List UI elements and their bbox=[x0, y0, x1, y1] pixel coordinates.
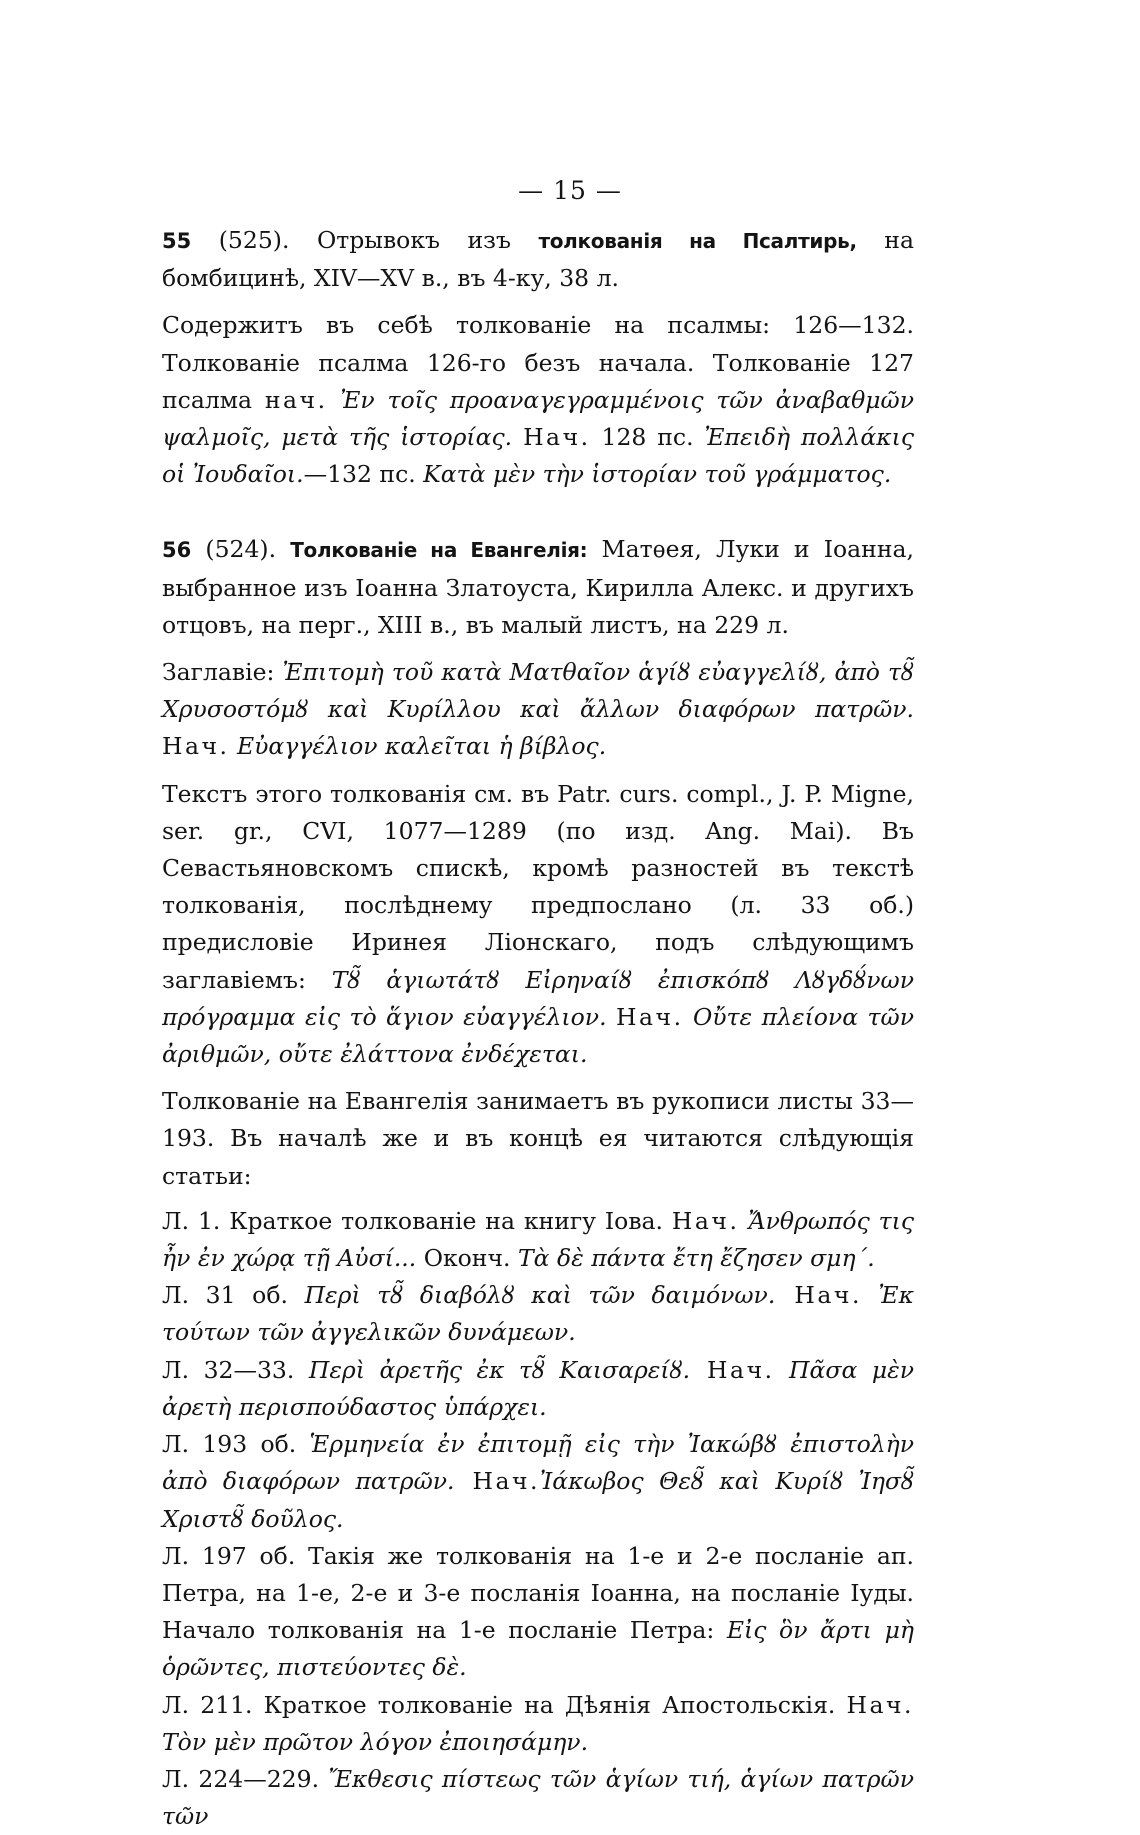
entry-56-title bbox=[162, 654, 914, 766]
greek-text: Περὶ τȣ̃ διαβόλȣ καὶ τῶν δαιμόνων. bbox=[304, 1281, 776, 1310]
greek-text: Τὰ δὲ πάντα ἔτη ἔζησεν σμη΄. bbox=[517, 1244, 875, 1273]
article-item bbox=[162, 1426, 914, 1538]
greek-text: Ἐν τοῖς προαναγεγραμμένοις τῶν ἀναβαθμῶν ψαλμοῖς, μετὰ τῆς ἱστορίας. bbox=[162, 385, 914, 452]
contents-text: 128 пс. bbox=[590, 423, 705, 452]
entry-text: (525). Отрывокъ изъ bbox=[191, 226, 539, 254]
greek-text: Εἰς ὃν ἄρτι μὴ ὁρῶντες, πιστεύοντες δὲ. bbox=[162, 1616, 914, 1682]
article-lead: Л. 193 об. bbox=[162, 1430, 310, 1459]
greek-text: Τȣ̃ ἁγιωτάτȣ Εἰρηναίȣ ἐπισκόπȣ Λȣγδȣ́νων πρόγραμμα εἰς τὸ ἅγιον εὐαγγέλιον. bbox=[162, 965, 914, 1031]
entry-55-contents bbox=[162, 307, 914, 493]
text-column bbox=[162, 222, 914, 1835]
entry-number: 55 bbox=[162, 229, 192, 253]
explicit-label: Оконч. bbox=[416, 1244, 518, 1273]
contents-text: Содержитъ въ себѣ толкованіе на псалмы: 126—132. Толкованіе псалма 126-го безъ начала. Толкованіе 127 псалма bbox=[162, 311, 914, 414]
greek-text: Ἐπειδὴ πολλάκις οἱ Ἰουδαῖοι. bbox=[162, 423, 914, 489]
entry-56-leaves-note: Толкованіе на Евангелія занимаетъ въ рукописи листы 33—193. Въ началѣ же и въ концѣ ея читаются слѣдующія статьи: bbox=[162, 1087, 914, 1190]
greek-text: Ἰάκωβος Θεȣ̃ καὶ Κυρίȣ Ἰησȣ̃ Χριστȣ̃ δοῦλος. bbox=[162, 1467, 914, 1533]
note-text: Текстъ этого толкованія см. въ Patr. curs. compl., J. P. Migne, ser. gr., CVI, 1077—1289 (по изд. Ang. Mai). Въ Севастьяновскомъ спискѣ, кромѣ разностей въ текстѣ толкованія, послѣднему предпослано (л. 33 об.) предисловіе Иринея Ліонскаго, подъ слѣдующимъ заглавіемъ: bbox=[162, 779, 914, 994]
article-item bbox=[162, 1687, 914, 1761]
incipit-label: Нач. bbox=[690, 1355, 775, 1384]
entry-text: на бомбицинѣ, XIV—XV в., въ 4-ку, 38 л. bbox=[162, 226, 914, 293]
incipit-label: Нач. bbox=[671, 1206, 740, 1235]
entry-heading: толкованія на Псалтирь, bbox=[538, 229, 857, 253]
entry-number: 56 bbox=[162, 538, 192, 563]
incipit-label: Нач. bbox=[454, 1467, 541, 1496]
greek-text: Ἔκθεσις πίστεως τῶν ἁγίων τιή, ἁγίων πατρῶν τῶν bbox=[162, 1764, 914, 1831]
article-lead: Л. 211. Краткое толкованіе на Дѣянія Апостольскія. bbox=[162, 1690, 847, 1719]
page-number: — 15 — bbox=[518, 176, 622, 205]
article-lead: Л. 1. Краткое толкованіе на книгу Іова. bbox=[162, 1206, 672, 1235]
article-lead: Л. 31 об. bbox=[162, 1281, 305, 1310]
incipit-label: Нач. bbox=[846, 1690, 914, 1719]
entry-text: (524). bbox=[191, 535, 291, 564]
greek-text: Οὔτε πλείονα τῶν ἀριθμῶν, οὔτε ἐλάττονα ἐνδέχεται. bbox=[162, 1002, 914, 1069]
article-item bbox=[162, 1538, 914, 1687]
greek-text: Περὶ ἀρετῆς ἐκ τȣ̃ Καισαρείȣ. bbox=[308, 1355, 691, 1384]
article-lead: Л. 224—229. bbox=[162, 1764, 329, 1793]
entry-heading: Толкованіе на Евангелія: bbox=[290, 538, 588, 563]
incipit-label: Нач. bbox=[616, 1002, 684, 1031]
greek-text: Ἑρμηνεία ἐν ἐπιτομῇ εἰς τὴν Ἰακώβȣ ἐπιστολὴν ἀπὸ διαφόρων πατρῶν. bbox=[162, 1430, 914, 1496]
greek-text: Εὐαγγέλιον καλεῖται ἡ βίβλος. bbox=[229, 732, 607, 761]
incipit-label: Нач. bbox=[523, 423, 591, 452]
entry-56-header bbox=[162, 531, 914, 644]
incipit-label: Нач. bbox=[162, 732, 230, 761]
article-item bbox=[162, 1761, 914, 1835]
greek-text: Πᾶσα μὲν ἀρετὴ περισπούδαστος ὑπάρχει. bbox=[162, 1355, 914, 1421]
article-lead: Л. 32—33. bbox=[162, 1355, 309, 1384]
article-item bbox=[162, 1203, 914, 1277]
greek-text: Ἄνθρωπός τις ἦν ἐν χώρᾳ τῇ Αὐσί... bbox=[162, 1206, 915, 1273]
article-item bbox=[162, 1352, 914, 1426]
entry-text: Матѳея, Луки и Іоанна, выбранное изъ Іоанна Златоуста, Кирилла Алекс. и другихъ отцовъ, на перг., XIII в., въ малый листъ, на 229 л. bbox=[162, 535, 914, 639]
entry-56-text-note bbox=[162, 776, 914, 1074]
article-item bbox=[162, 1277, 914, 1351]
contents-text: —132 пс. bbox=[303, 460, 424, 489]
article-lead: Л. 197 об. Такія же толкованія на 1-е и 2-е посланіе ап. Петра, на 1-е, 2-е и 3-е посланія Іоанна, на посланіе Іуды. Начало толкованія на 1-е посланіе Петра: bbox=[162, 1541, 914, 1645]
entry-55-header bbox=[162, 222, 914, 297]
greek-text: Κατὰ μὲν τὴν ἱστορίαν τοῦ γράμματος. bbox=[423, 460, 892, 489]
incipit-label: Нач. bbox=[775, 1281, 862, 1310]
greek-text: Ἐπιτομὴ τοῦ κατὰ Ματθαῖον ἁγίȣ εὐαγγελίȣ, ἀπὸ τȣ̃ Χρυσοστόμȣ καὶ Κυρίλλου καὶ ἄλλων διαφόρων πατρῶν. bbox=[162, 658, 914, 724]
greek-text: Ἐκ τούτων τῶν ἀγγελικῶν δυνάμεων. bbox=[162, 1281, 914, 1347]
title-label: Заглавіе: bbox=[162, 658, 283, 687]
greek-text: Τὸν μὲν πρῶτον λόγον ἐποιησάμην. bbox=[162, 1727, 589, 1756]
incipit-label: нач. bbox=[264, 385, 328, 414]
